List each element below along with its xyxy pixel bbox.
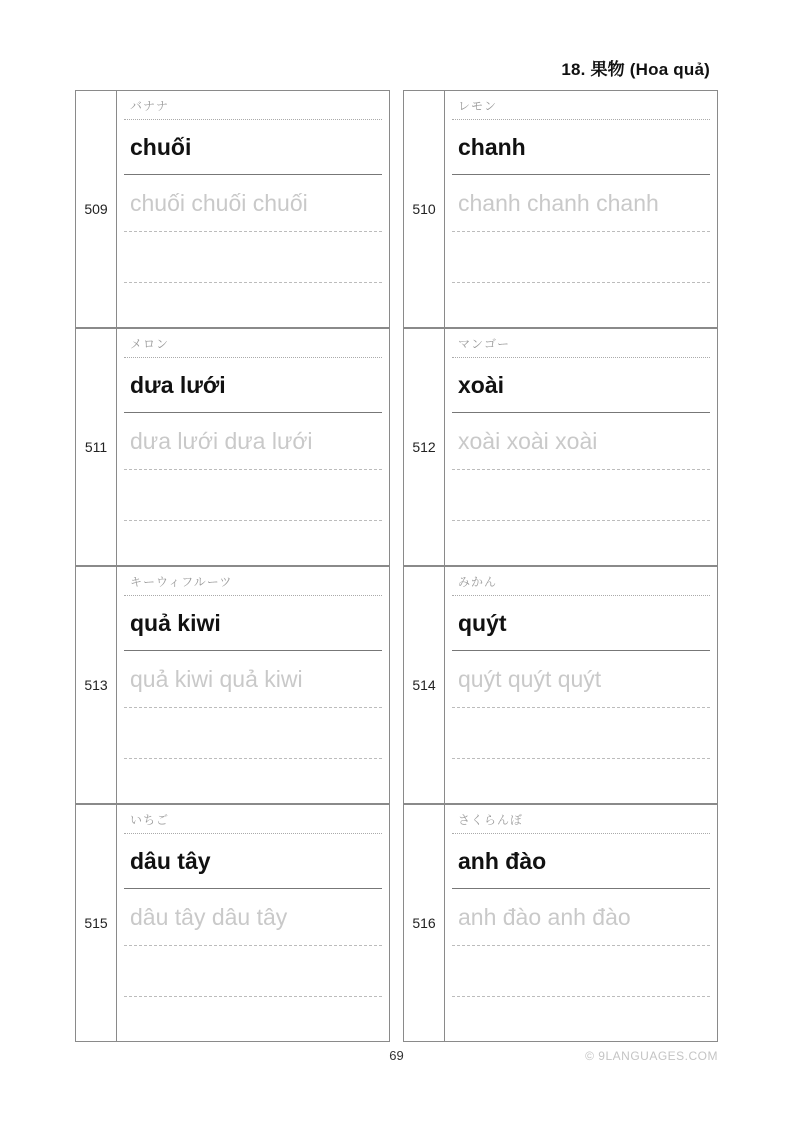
japanese-label: バナナ [124,91,382,120]
card-number: 515 [76,805,117,1041]
card-number: 509 [76,91,117,327]
japanese-label: マンゴー [452,329,710,358]
blank-writing-space [117,283,389,327]
blank-writing-space [445,759,717,803]
page-title: 18. 果物 (Hoa quả) [561,60,710,79]
japanese-label: キーウィフルーツ [124,567,382,596]
vietnamese-word: dưa lưới [124,358,382,413]
vietnamese-word: quả kiwi [124,596,382,651]
vocab-card [75,328,390,566]
card-content [117,567,389,803]
japanese-label: さくらんぼ [452,805,710,834]
practice-text: dâu tây dâu tây [124,889,382,946]
practice-text: dưa lưới dưa lưới [124,413,382,470]
blank-writing-space [117,521,389,565]
vocab-card [75,804,390,1042]
vocab-card [75,90,390,328]
vocab-card [403,566,718,804]
page-footer [75,1048,718,1068]
japanese-label: いちご [124,805,382,834]
japanese-label: みかん [452,567,710,596]
card-content [117,805,389,1041]
vietnamese-word: chanh [452,120,710,175]
copyright: © 9LANGUAGES.COM [585,1049,718,1063]
vocab-card [75,566,390,804]
practice-text: anh đào anh đào [452,889,710,946]
card-grid [75,90,718,1042]
vietnamese-word: xoài [452,358,710,413]
vocab-card [403,804,718,1042]
blank-writing-space [117,759,389,803]
card-number: 516 [404,805,445,1041]
vocab-card [403,328,718,566]
blank-writing-line [452,470,710,521]
card-number: 514 [404,567,445,803]
card-content [117,91,389,327]
vietnamese-word: anh đào [452,834,710,889]
card-number: 511 [76,329,117,565]
blank-writing-line [124,946,382,997]
japanese-label: メロン [124,329,382,358]
vietnamese-word: dâu tây [124,834,382,889]
blank-writing-line [452,946,710,997]
blank-writing-space [445,521,717,565]
vocab-card [403,90,718,328]
blank-writing-space [445,283,717,327]
blank-writing-line [452,232,710,283]
card-number: 510 [404,91,445,327]
card-content [445,567,717,803]
blank-writing-line [452,708,710,759]
card-content [445,91,717,327]
practice-text: quýt quýt quýt [452,651,710,708]
blank-writing-line [124,232,382,283]
practice-text: quả kiwi quả kiwi [124,651,382,708]
blank-writing-space [445,997,717,1041]
card-content [117,329,389,565]
page-number: 69 [389,1048,404,1063]
blank-writing-line [124,708,382,759]
japanese-label: レモン [452,91,710,120]
vietnamese-word: chuối [124,120,382,175]
vietnamese-word: quýt [452,596,710,651]
card-number: 513 [76,567,117,803]
blank-writing-space [117,997,389,1041]
blank-writing-line [124,470,382,521]
card-content [445,329,717,565]
card-number: 512 [404,329,445,565]
practice-text: chanh chanh chanh [452,175,710,232]
practice-text: chuối chuối chuối [124,175,382,232]
practice-text: xoài xoài xoài [452,413,710,470]
card-content [445,805,717,1041]
